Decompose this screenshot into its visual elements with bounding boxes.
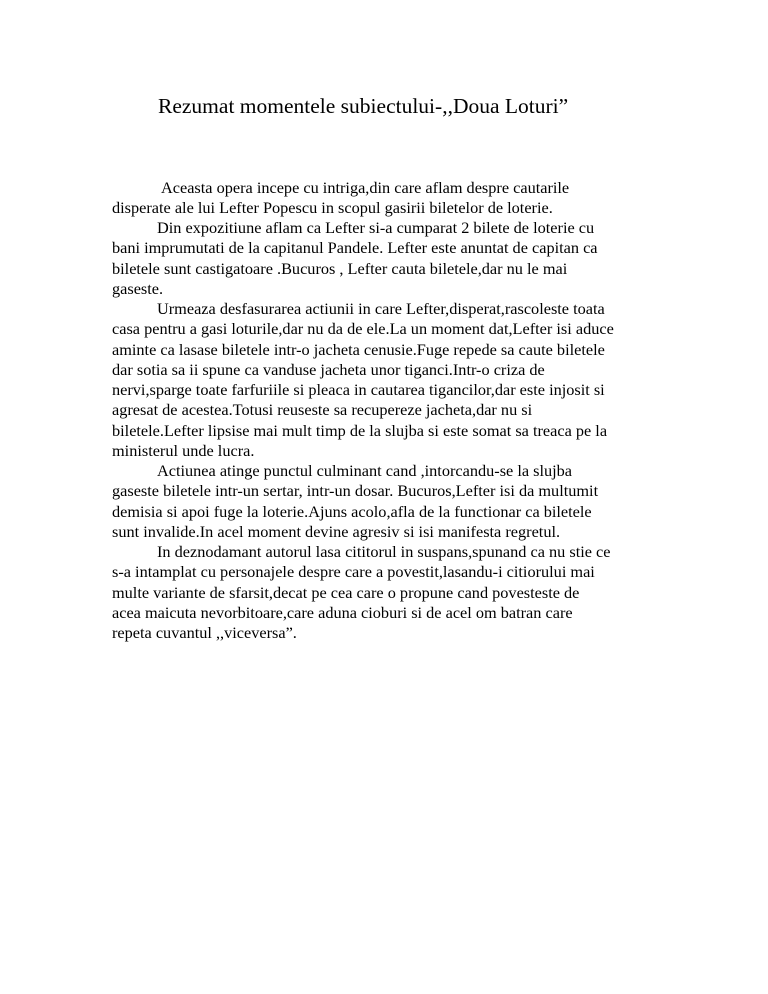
text-line: nervi,sparge toate farfuriile si pleaca in cautarea tigancilor,dar este injosit si — [112, 380, 605, 399]
text-line: Actiunea atinge punctul culminant cand ,intorcandu-se la slujba — [157, 461, 573, 480]
text-line: sunt invalide.In acel moment devine agresiv si isi manifesta regretul. — [112, 522, 561, 541]
text-line: casa pentru a gasi loturile,dar nu da de ele.La un moment dat,Lefter isi aduce — [112, 319, 614, 338]
text-line: aminte ca lasase biletele intr-o jacheta cenusie.Fuge repede sa caute biletele — [112, 340, 605, 359]
text-line: multe variante de sfarsit,decat pe cea care o propune cand povesteste de — [112, 583, 580, 602]
text-line: Aceasta opera incepe cu intriga,din care aflam despre cautarile — [161, 178, 570, 197]
text-line: repeta cuvantul ,,viceversa”. — [112, 623, 297, 642]
document-title: Rezumat momentele subiectului-,,Doua Loturi” — [158, 94, 569, 118]
text-line: biletele sunt castigatoare .Bucuros , Lefter cauta biletele,dar nu le mai — [112, 259, 568, 278]
text-line: Din expozitiune aflam ca Lefter si-a cumparat 2 bilete de loterie cu — [157, 218, 595, 237]
text-line: ministerul unde lucra. — [112, 441, 255, 460]
text-line: bani imprumutati de la capitanul Pandele. Lefter este anuntat de capitan ca — [112, 238, 598, 257]
text-line: gaseste. — [112, 279, 164, 298]
text-line: acea maicuta nevorbitoare,care aduna cioburi si de acel om batran care — [112, 603, 573, 622]
text-line: gaseste biletele intr-un sertar, intr-un dosar. Bucuros,Lefter isi da multumit — [112, 481, 599, 500]
text-line: s-a intamplat cu personajele despre care a povestit,lasandu-i citiorului mai — [112, 562, 595, 581]
text-line: disperate ale lui Lefter Popescu in scopul gasirii biletelor de loterie. — [112, 198, 553, 217]
text-line: biletele.Lefter lipsise mai mult timp de la slujba si este somat sa treaca pe la — [112, 421, 608, 440]
text-line: dar sotia sa ii spune ca vanduse jacheta unor tiganci.Intr-o criza de — [112, 360, 545, 379]
text-line: agresat de acestea.Totusi reuseste sa recupereze jacheta,dar nu si — [112, 400, 533, 419]
text-line: Urmeaza desfasurarea actiunii in care Lefter,disperat,rascoleste toata — [157, 299, 605, 318]
text-line: In deznodamant autorul lasa cititorul in suspans,spunand ca nu stie ce — [157, 542, 611, 561]
text-line: demisia si apoi fuge la loterie.Ajuns acolo,afla de la functionar ca biletele — [112, 502, 592, 521]
